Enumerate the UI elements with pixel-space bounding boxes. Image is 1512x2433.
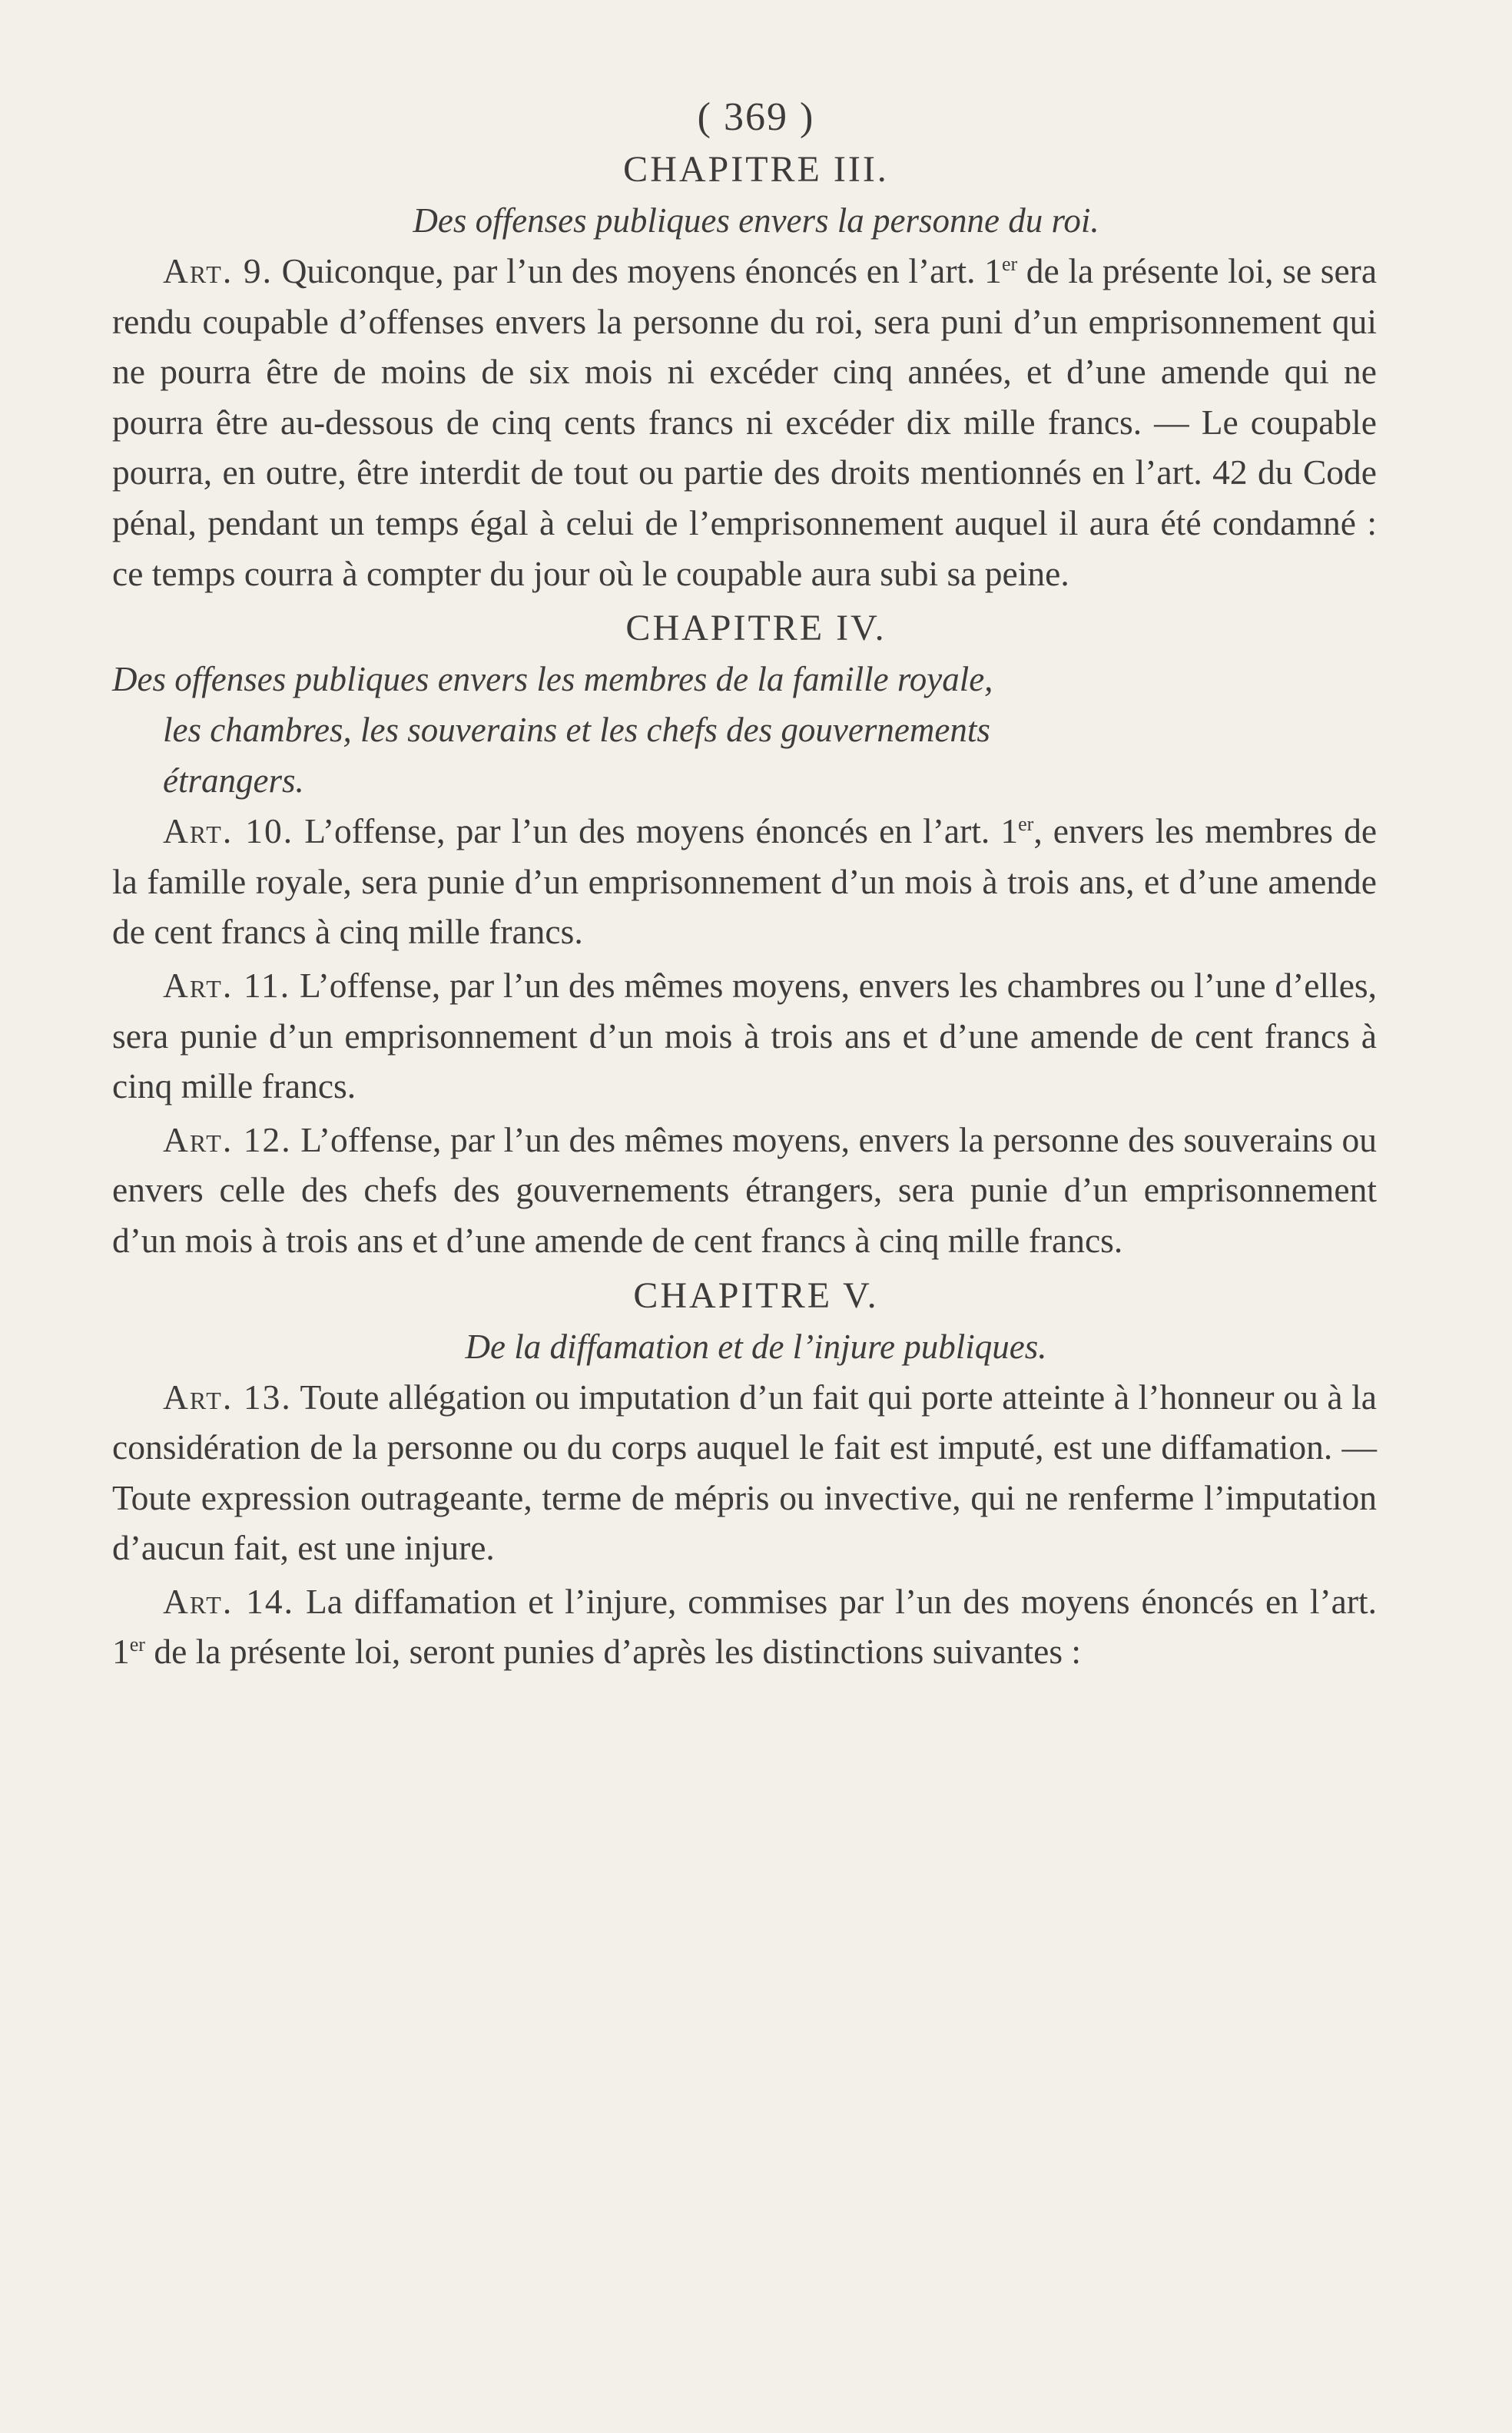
article-text: L’offense, par l’un des moyens énoncés en l’art. 1 <box>304 811 1019 851</box>
chapter-heading: CHAPITRE III. <box>623 149 889 190</box>
article-superscript: er <box>1018 813 1034 836</box>
article-paragraph <box>112 1115 1377 1266</box>
article-text: Quiconque, par l’un des moyens énoncés en l’art. 1 <box>281 251 1002 290</box>
article-label: Art. 9. <box>163 251 273 290</box>
article-label: Art. 13. <box>163 1377 292 1417</box>
page-number: ( 369 ) <box>697 95 815 139</box>
subtitle-line: De la diffamation et de l’injure publiques. <box>465 1327 1047 1366</box>
subtitle-line: les chambres, les souverains et les chefs des gouvernements <box>163 711 990 750</box>
article-paragraph <box>112 1576 1377 1677</box>
chapter-subtitle <box>135 195 1377 246</box>
article-label: Art. 14. <box>163 1581 295 1621</box>
chapter-subtitle <box>112 654 1377 806</box>
article-text: La diffamation et l’injure, commises par l’un des moyens énoncés en l’art. 1 <box>112 1581 1377 1672</box>
article-paragraph <box>112 1372 1377 1573</box>
article-text-continued: de la présente loi, se sera rendu coupable d’offenses envers la personne du roi, sera puni d’un emprisonnement qui ne pourra être de moins de six mois ni excéder cinq années, et d’une amende qui ne pourra être au-dessous de cinq cents francs ni excéder dix mille francs. — Le coupable pourra, en outre, être interdit de tout ou partie des droits mentionnés en l’art. 42 du Code pénal, pendant un temps égal à celui de l’emprisonnement auquel il aura été condamné : ce temps courra à compter du jour où le coupable aura subi sa peine. <box>112 251 1378 593</box>
article-text-continued: , envers les membres de la famille royale, sera punie d’un emprisonnement d’un mois à trois ans, et d’une amende de cent francs à cinq mille francs. <box>112 811 1378 952</box>
article-text: Toute allégation ou imputation d’un fait qui porte atteinte à l’honneur ou à la considération de la personne ou du corps auquel le fait est imputé, est une diffamation. — Toute expression outrageante, terme de mépris ou invective, qui ne renferme l’imputation d’aucun fait, est une injure. <box>112 1377 1378 1568</box>
article-text: L’offense, par l’un des mêmes moyens, envers les chambres ou l’une d’elles, sera punie d’un emprisonnement d’un mois à trois ans et d’une amende de cent francs à cinq mille francs. <box>112 965 1378 1106</box>
article-label: Art. 11. <box>163 965 291 1005</box>
article-paragraph <box>112 960 1377 1112</box>
article-label: Art. 10. <box>163 811 294 851</box>
article-paragraph <box>112 246 1377 598</box>
subtitle-line: étrangers. <box>163 761 304 801</box>
chapter-subtitle <box>135 1321 1377 1372</box>
article-paragraph <box>112 806 1377 957</box>
article-text: L’offense, par l’un des mêmes moyens, envers la personne des souverains ou envers celle des chefs des gouvernements étrangers, sera punie d’un emprisonnement d’un mois à trois ans et d’une amende de cent francs à cinq mille francs. <box>112 1119 1377 1260</box>
chapter-heading: CHAPITRE V. <box>633 1275 879 1316</box>
article-text-continued: de la présente loi, seront punies d’après les distinctions suivantes : <box>144 1632 1082 1672</box>
subtitle-line: Des offenses publiques envers les membres de la famille royale, <box>112 660 993 699</box>
subtitle-line: Des offenses publiques envers la personne du roi. <box>413 201 1099 240</box>
chapter-heading: CHAPITRE IV. <box>625 608 887 649</box>
article-superscript: er <box>129 1633 145 1656</box>
article-label: Art. 12. <box>163 1119 292 1159</box>
article-superscript: er <box>1001 253 1018 275</box>
